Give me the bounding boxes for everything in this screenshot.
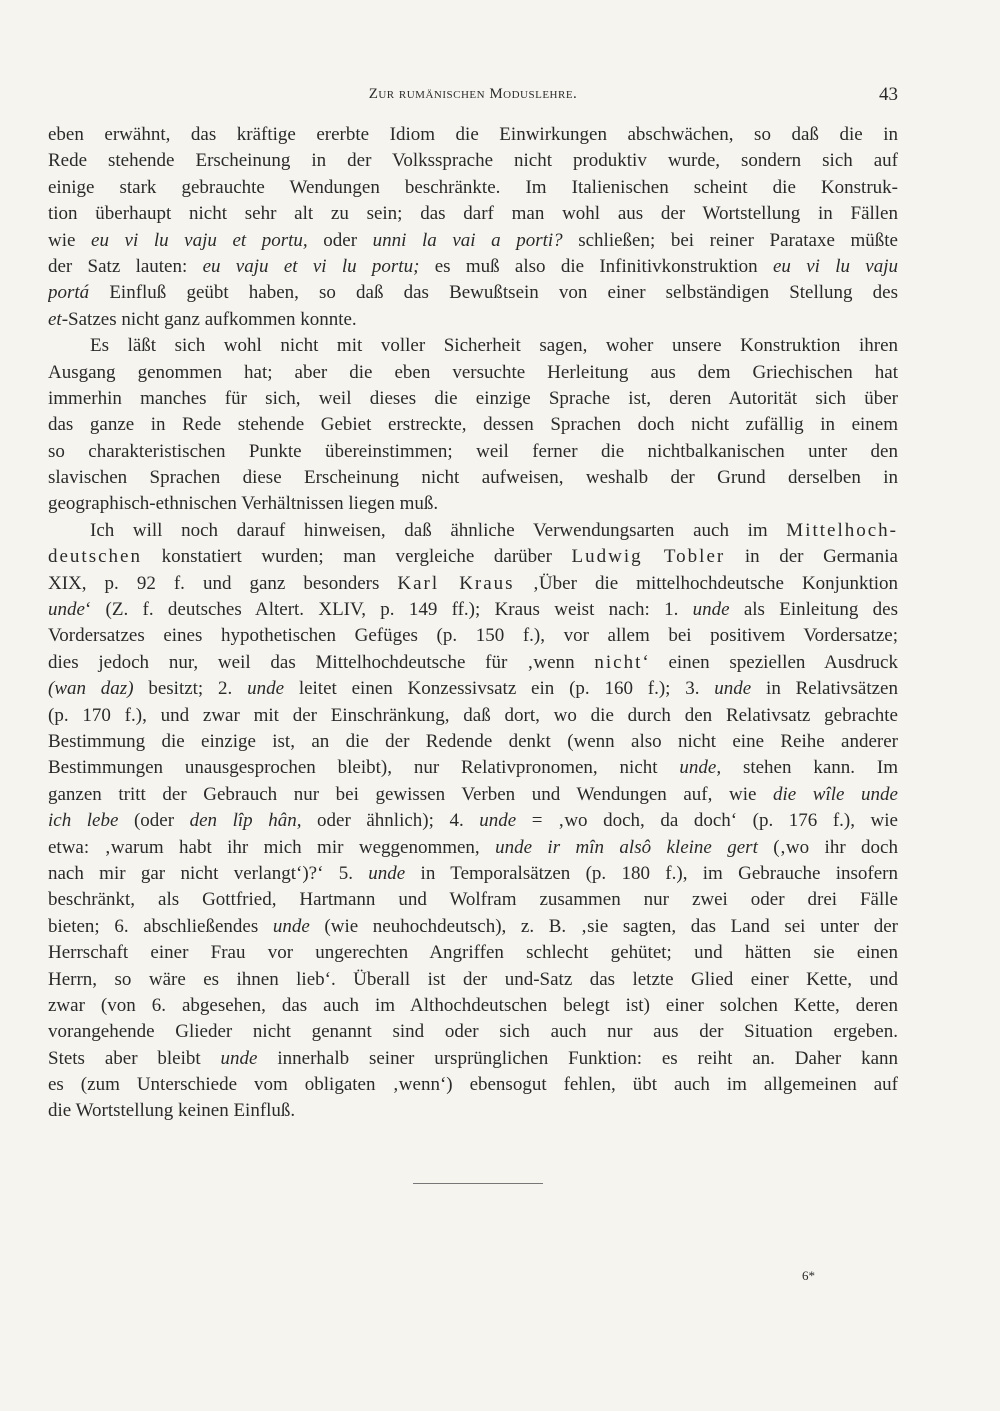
text-segment: beschränkt, als Gottfried, Hartmann und Wolfram zusammen nur zwei oder drei Fälle	[48, 889, 898, 911]
text-segment: (p. 170 f.), und zwar mit der Einschränkung, daß dort, wo die durch den Relativsatz gebrachte	[48, 704, 898, 726]
text-segment: wie	[48, 229, 92, 251]
italic-term: unde	[48, 599, 85, 621]
text-line	[48, 650, 898, 676]
italic-term: unde	[220, 1047, 258, 1069]
italic-term: unde	[714, 678, 752, 700]
italic-term: eu vi lu vaju	[772, 255, 898, 277]
text-segment: slavischen Sprachen diese Erscheinung nicht aufweisen, weshalb der Grund derselben in	[48, 467, 898, 489]
text-segment: (oder	[118, 810, 190, 832]
text-line	[48, 333, 898, 359]
italic-term: unde	[692, 599, 730, 621]
spaced-emphasis: Mittelhoch-	[786, 519, 898, 541]
text-segment: immerhin manches für sich, weil dieses die einzige Sprache ist, deren Autorität sich über	[48, 387, 898, 409]
text-segment: schließen; bei reiner Parataxe müßte	[562, 229, 898, 251]
text-segment: der Satz lauten:	[48, 255, 203, 277]
text-segment: konstatiert wurden; man vergleiche darüber	[141, 546, 572, 568]
text-line	[48, 676, 898, 702]
text-line	[48, 201, 898, 227]
text-segment: bieten; 6. abschließendes	[48, 915, 273, 937]
signature-mark: 6*	[802, 1268, 815, 1283]
text-line	[48, 887, 898, 913]
spaced-emphasis: deutschen	[48, 546, 142, 568]
text-line	[48, 808, 898, 834]
text-segment: ‚Über die mittelhochdeutsche Konjunktion	[514, 572, 898, 594]
text-segment: eben erwähnt, das kräftige ererbte Idiom die Einwirkungen abschwächen, so daß die in	[48, 124, 898, 145]
italic-term: ich lebe	[48, 810, 119, 832]
text-line	[48, 729, 898, 755]
text-segment: Bestimmung die einzige ist, an die der Redende denkt (wenn also nicht eine Reihe anderer	[48, 730, 898, 752]
italic-term: unde	[247, 678, 285, 700]
text-line	[48, 940, 898, 966]
text-segment: nach mir gar nicht verlangt‘)?‘ 5.	[48, 862, 369, 884]
text-segment: oder	[307, 229, 373, 251]
text-segment: tion überhaupt nicht sehr alt zu sein; das darf man wohl aus der Wortstellung in Fällen	[48, 203, 898, 225]
closing-rule	[413, 1183, 543, 1184]
text-line	[48, 307, 898, 333]
text-segment: oder ähnlich); 4.	[301, 810, 480, 832]
italic-term: unde	[479, 810, 517, 832]
italic-term: die wîle unde	[773, 783, 898, 805]
page-header	[48, 84, 898, 108]
text-line	[48, 1098, 898, 1124]
text-line	[48, 967, 898, 993]
text-segment: Herrn, so wäre es ihnen lieb‘. Überall ist der und-Satz das letzte Glied einer Kette, und	[48, 968, 898, 990]
text-line	[48, 228, 898, 254]
text-segment: = ‚wo doch, da doch‘ (p. 176 f.), wie	[516, 810, 898, 832]
text-line	[48, 1046, 898, 1072]
text-segment: etwa: ‚warum habt ihr mich mir weggenommen,	[48, 836, 496, 858]
text-segment: Es läßt sich wohl nicht mit voller Sicherheit sagen, woher unsere Konstruktion ihren	[90, 335, 898, 357]
text-segment: Stets aber bleibt	[48, 1047, 221, 1069]
text-segment: Vordersatzes eines hypothetischen Gefüges (p. 150 f.), vor allem bei positivem Vordersatze;	[48, 625, 898, 647]
text-line	[48, 360, 898, 386]
text-line	[48, 386, 898, 412]
text-segment: innerhalb seiner ursprünglichen Funktion: es reiht an. Daher kann	[257, 1047, 898, 1069]
text-segment: (wie neuhochdeutsch), z. B. ‚sie sagten, das Land sei unter der	[309, 915, 898, 937]
text-segment: Rede stehende Erscheinung in der Volkssprache nicht produktiv wurde, sondern sich auf	[48, 150, 898, 172]
text-segment: das ganze in Rede stehende Gebiet erstreckte, dessen Sprachen doch nicht zufällig in einem	[48, 414, 898, 436]
text-segment: ‘ (Z. f. deutsches Altert. XLIV, p. 149 ff.); Kraus weist nach: 1.	[84, 599, 693, 621]
text-line	[48, 1072, 898, 1098]
text-segment: Herrschaft einer Frau vor ungerechten Angriffen schlecht gehütet; und hätten sie einen	[48, 942, 898, 964]
text-line	[48, 122, 898, 148]
spaced-emphasis: Karl Kraus	[397, 572, 515, 594]
italic-term: unde ir mîn alsô kleine gert	[495, 836, 758, 858]
text-line	[48, 993, 898, 1019]
text-segment: es muß also die Infinitivkonstruktion	[419, 255, 773, 277]
text-line	[48, 835, 898, 861]
italic-term: den lîp hân,	[189, 810, 302, 832]
text-segment: leitet einen Konzessivsatz ein (p. 160 f.); 3.	[284, 678, 715, 700]
text-line	[48, 254, 898, 280]
text-line	[48, 914, 898, 940]
text-line	[48, 703, 898, 729]
text-line	[48, 491, 898, 517]
body-text	[48, 122, 898, 1125]
text-segment: zwar (von 6. abgesehen, das auch im Althochdeutschen belegt ist) einer solchen Kette, deren	[48, 994, 898, 1016]
text-segment: vorangehende Glieder nicht genannt sind oder sich auch nur aus der Situation ergeben.	[48, 1021, 898, 1043]
text-segment: als Einleitung des	[729, 599, 898, 621]
italic-term: unde	[272, 915, 310, 937]
text-line	[48, 175, 898, 201]
text-line	[48, 571, 898, 597]
text-segment: geographisch-ethnischen Verhältnissen liegen muß.	[48, 493, 439, 515]
italic-term: portá	[48, 282, 90, 304]
text-segment: stehen kann. Im	[721, 757, 898, 779]
text-segment: Bestimmungen unausgesprochen bleibt), nur Relativpronomen, nicht	[48, 757, 680, 779]
text-segment: Einfluß geübt haben, so daß das Bewußtsein von einer selbständigen Stellung des	[89, 282, 898, 304]
page-number: 43	[879, 84, 898, 105]
text-segment: ‘ einen speziellen Ausdruck	[642, 651, 898, 673]
italic-term: eu vi lu vaju et portu,	[91, 229, 308, 251]
text-segment: Ausgang genommen hat; aber die eben versuchte Herleitung aus dem Griechischen hat	[48, 361, 898, 383]
text-segment: einige stark gebrauchte Wendungen beschränkte. Im Italienischen scheint die Konstruk-	[48, 176, 898, 198]
italic-term: (wan daz)	[48, 678, 134, 700]
italic-term: et	[48, 308, 62, 330]
text-segment: (‚wo ihr doch	[757, 836, 898, 858]
text-line	[48, 782, 898, 808]
text-line	[48, 861, 898, 887]
text-line	[48, 755, 898, 781]
italic-term: eu vaju et vi lu portu;	[202, 255, 420, 277]
text-segment: XIX, p. 92 f. und ganz besonders	[48, 572, 398, 594]
text-segment: die Wortstellung keinen Einfluß.	[48, 1100, 296, 1122]
text-line	[48, 1019, 898, 1045]
spaced-emphasis: nicht	[594, 651, 643, 673]
running-title: Zur rumänischen Moduslehre.	[368, 86, 578, 102]
text-line	[48, 148, 898, 174]
text-line	[48, 280, 898, 306]
text-segment: -Satzes nicht ganz aufkommen konnte.	[61, 308, 357, 330]
text-line	[48, 597, 898, 623]
text-segment: in Relativsätzen	[751, 678, 898, 700]
text-line	[48, 439, 898, 465]
text-segment: es (zum Unterschiede vom obligaten ‚wenn‘) ebensogut fehlen, übt auch im allgemeinen auf	[48, 1074, 898, 1096]
text-line	[48, 518, 898, 544]
text-segment: in Temporalsätzen (p. 180 f.), im Gebrauche insofern	[405, 862, 898, 884]
spaced-emphasis: Ludwig Tobler	[571, 546, 726, 568]
text-line	[48, 623, 898, 649]
text-line	[48, 412, 898, 438]
italic-term: unde	[368, 862, 406, 884]
italic-term: unde,	[679, 757, 722, 779]
text-segment: in der Germania	[725, 546, 898, 568]
text-segment: so charakteristischen Punkte übereinstimmen; weil ferner die nichtbalkanischen unter den	[48, 440, 898, 462]
text-line	[48, 465, 898, 491]
text-segment: dies jedoch nur, weil das Mittelhochdeutsche für ‚wenn	[48, 651, 595, 673]
text-segment: Ich will noch darauf hinweisen, daß ähnliche Verwendungsarten auch im	[90, 519, 787, 541]
italic-term: unni la vai a porti?	[372, 229, 563, 251]
text-segment: ganzen tritt der Gebrauch nur bei gewissen Verben und Wendungen auf, wie	[48, 783, 773, 805]
text-segment: besitzt; 2.	[133, 678, 248, 700]
text-line	[48, 544, 898, 570]
